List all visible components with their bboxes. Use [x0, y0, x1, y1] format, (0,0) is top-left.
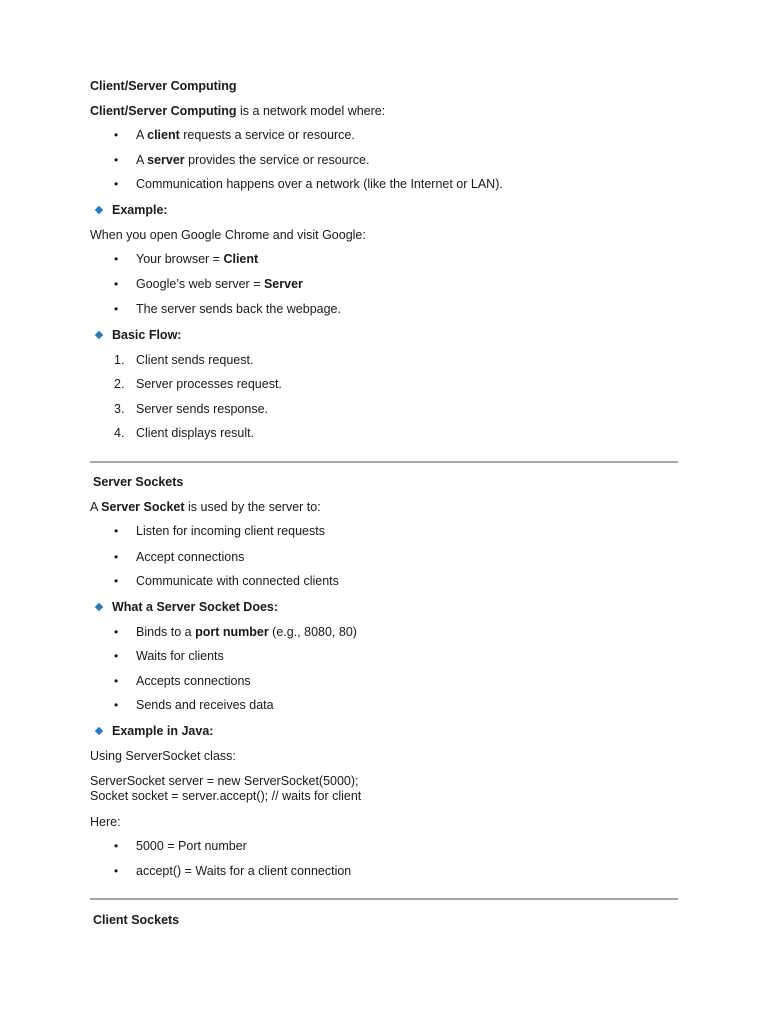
intro-client-server: [90, 103, 385, 119]
list-item: [0, 376, 768, 392]
list-item: [136, 301, 341, 317]
heading-client-sockets: Client Sockets: [93, 913, 180, 927]
list-item: [0, 401, 768, 417]
text: Sends and receives data: [136, 698, 274, 712]
list-item: • Communicate with connected clients: [136, 573, 339, 589]
list-item: [136, 176, 503, 192]
step-number: 4.: [114, 426, 125, 440]
text: Your browser =: [136, 252, 224, 266]
list-item: [136, 276, 303, 292]
list-item: [0, 425, 768, 441]
bold-text: Server Socket: [101, 500, 185, 514]
step-number: 2.: [114, 377, 125, 391]
bold-text: client: [147, 128, 180, 142]
bold-text: Client: [223, 252, 259, 266]
text: Google’s web server =: [136, 277, 264, 291]
text: A: [136, 153, 148, 167]
diamond-bullet-icon: [95, 727, 103, 735]
text: requests a service or resource.: [179, 128, 355, 142]
bold-text: server: [147, 153, 185, 167]
bold-text: Server: [263, 277, 303, 291]
heading-server-sockets: Server Sockets: [93, 475, 184, 489]
list-item: • 5000 = Port number: [136, 838, 247, 854]
step-number: 3.: [114, 402, 125, 416]
java-intro: Using ServerSocket class:: [90, 749, 236, 763]
does-heading: What a Server Socket Does:: [112, 600, 279, 614]
step-number: 1.: [114, 353, 125, 367]
list-item: [136, 624, 357, 640]
step-text: Client sends request.: [136, 353, 254, 367]
example-heading: Example:: [112, 203, 168, 217]
text: Accepts connections: [136, 674, 251, 688]
text: Waits for clients: [136, 649, 224, 663]
text: A: [90, 500, 102, 514]
list-item: [0, 352, 768, 368]
list-item: • Accept connections: [136, 549, 244, 565]
step-text: Server sends response.: [136, 402, 269, 416]
list-item: • accept() = Waits for a client connection: [136, 863, 351, 879]
text: provides the service or resource.: [184, 153, 370, 167]
intro-bold: Client/Server Computing: [90, 104, 237, 118]
example-intro: When you open Google Chrome and visit Google:: [90, 228, 366, 242]
step-text: Client displays result.: [136, 426, 255, 440]
list-item: • Listen for incoming client requests: [136, 523, 325, 539]
text: Communication happens over a network (like the Internet or LAN).: [136, 177, 503, 191]
bold-text: port number: [195, 625, 269, 639]
text: is used by the server to:: [184, 500, 321, 514]
java-heading: Example in Java:: [112, 724, 214, 738]
diamond-bullet-icon: [95, 331, 103, 339]
step-text: Server processes request.: [136, 377, 282, 391]
intro-server-sockets: [90, 499, 321, 515]
diamond-bullet-icon: [95, 603, 103, 611]
code-line: ServerSocket server = new ServerSocket(5000);: [90, 774, 359, 788]
list-item: [136, 673, 251, 689]
list-item: [136, 251, 258, 267]
list-item: [136, 127, 355, 143]
code-line: Socket socket = server.accept(); // waits for client: [90, 789, 362, 803]
text: (e.g., 8080, 80): [268, 625, 357, 639]
text: Binds to a: [136, 625, 196, 639]
heading-client-server: Client/Server Computing: [90, 79, 237, 93]
text: The server sends back the webpage.: [136, 302, 341, 316]
flow-heading: Basic Flow:: [112, 328, 182, 342]
list-item: [136, 697, 274, 713]
list-item: [136, 152, 369, 168]
text: A: [136, 128, 148, 142]
diamond-bullet-icon: [95, 206, 103, 214]
intro-rest: is a network model where:: [236, 104, 386, 118]
list-item: [136, 648, 224, 664]
here-label: Here:: [90, 815, 121, 829]
divider: [90, 461, 678, 463]
divider: [90, 898, 678, 900]
